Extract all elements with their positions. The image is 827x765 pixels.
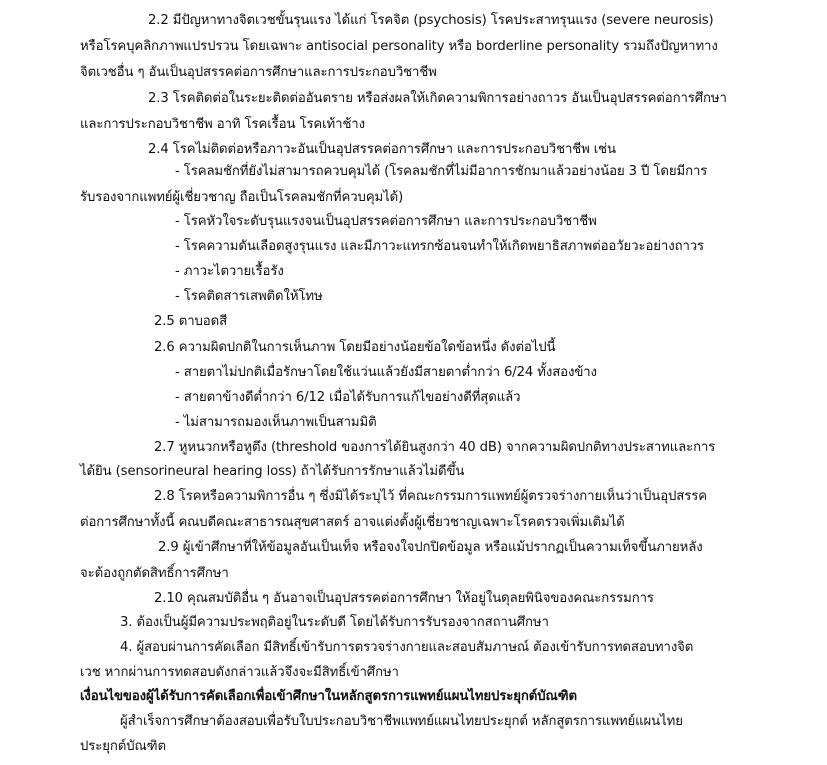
item-2-9-line-2: จะต้องถูกตัดสิทธิ์การศึกษา [80,566,229,581]
item-2-3-line-1: 2.3 โรคติดต่อในระยะติดต่ออันตราย หรือส่งผลให้เกิดความพิการอย่างถาวร อันเป็นอุปสรรคต่อการศึกษา [148,91,727,106]
item-2-2-line-1: 2.2 มีปัญหาทางจิตเวชขั้นรุนแรง ได้แก่ โรคจิต (psychosis) โรคประสาทรุนแรง (severe neurosis) [148,13,714,28]
conditions-paragraph-line-1: ผู้สำเร็จการศึกษาต้องสอบเพื่อรับใบประกอบวิชาชีพแพทย์แผนไทยประยุกต์ หลักสูตรการแพทย์แผนไทย [120,714,683,729]
item-2-8-line-2: ต่อการศึกษาทั้งนี้ คณบดีคณะสาธารณสุขศาสตร์ อาจแต่งตั้งผู้เชี่ยวชาญเฉพาะโรคตรวจเพิ่มเติมได้ [80,515,625,530]
section-heading-conditions: เงื่อนไขของผู้ได้รับการคัดเลือกเพื่อเข้าศึกษาในหลักสูตรการแพทย์แผนไทยประยุกต์บัณฑิต [80,689,577,704]
item-2-9-line-1: 2.9 ผู้เข้าศึกษาที่ให้ข้อมูลอันเป็นเท็จ หรือจงใจปกปิดข้อมูล หรือแม้ปรากฏเป็นความเท็จขึ้นภายหลัง [158,540,703,555]
item-2-5: 2.5 ตาบอดสี [154,314,228,329]
item-2-7-line-1: 2.7 หูหนวกหรือหูตึง (threshold ของการได้ยินสูงกว่า 40 dB) จากความผิดปกติทางประสาทและการ [154,440,716,455]
conditions-paragraph-line-2: ประยุกต์บัณฑิต [80,739,166,754]
item-2-10: 2.10 คุณสมบัติอื่น ๆ อันอาจเป็นอุปสรรคต่อการศึกษา ให้อยู่ในดุลยพินิจของคณะกรรมการ [154,591,654,606]
item-2-2-line-3: จิตเวชอื่น ๆ อันเป็นอุปสรรคต่อการศึกษาและการประกอบวิชาชีพ [80,65,437,80]
item-2-6-heading: 2.6 ความผิดปกติในการเห็นภาพ โดยมีอย่างน้อยข้อใดข้อหนึ่ง ดังต่อไปนี้ [154,340,556,355]
bullet-vision-6-12: - สายตาข้างดีต่ำกว่า 6/12 เมื่อได้รับการแก้ไขอย่างดีที่สุดแล้ว [175,390,521,405]
bullet-vision-6-24: - สายตาไม่ปกติเมื่อรักษาโดยใช้แว่นแล้วยังมีสายตาต่ำกว่า 6/24 ทั้งสองข้าง [175,365,597,380]
bullet-heart-disease: - โรคหัวใจระดับรุนแรงจนเป็นอุปสรรคต่อการศึกษา และการประกอบวิชาชีพ [175,214,597,229]
item-2-2-line-2: หรือโรคบุคลิกภาพแปรปรวน โดยเฉพาะ antisocial personality หรือ borderline personality รวมถึงปัญหาทาง [80,39,718,54]
item-2-4-heading: 2.4 โรคไม่ติดต่อหรือภาวะอันเป็นอุปสรรคต่อการศึกษา และการประกอบวิชาชีพ เช่น [148,142,616,157]
item-4-line-2: เวช หากผ่านการทดสอบดังกล่าวแล้วจึงจะมีสิทธิ์เข้าศึกษา [80,665,399,680]
item-2-8-line-1: 2.8 โรคหรือความพิการอื่น ๆ ซึ่งมิได้ระบุไว้ ที่คณะกรรมการแพทย์ผู้ตรวจร่างกายเห็นว่าเป็นอุปสรรค [154,489,707,504]
item-3: 3. ต้องเป็นผู้มีความประพฤติอยู่ในระดับดี โดยได้รับการรับรองจากสถานศึกษา [120,615,549,630]
bullet-addiction: - โรคติดสารเสพติดให้โทษ [175,289,323,304]
bullet-hypertension: - โรคความดันเลือดสูงรุนแรง และมีภาวะแทรกซ้อนจนทำให้เกิดพยาธิสภาพต่ออวัยวะอย่างถาวร [175,239,705,254]
bullet-kidney-failure: - ภาวะไตวายเรื้อรัง [175,264,284,279]
bullet-epilepsy-line-2: รับรองจากแพทย์ผู้เชี่ยวชาญ ถือเป็นโรคลมชักที่ควบคุมได้) [80,190,404,205]
bullet-epilepsy-line-1: - โรคลมชักที่ยังไม่สามารถควบคุมได้ (โรคลมชักที่ไม่มีอาการชักมาแล้วอย่างน้อย 3 ปี โดยมีการ [175,164,708,179]
item-2-7-line-2: ได้ยิน (sensorineural hearing loss) ถ้าได้รับการรักษาแล้วไม่ดีขึ้น [80,464,465,479]
bullet-no-3d-vision: - ไม่สามารถมองเห็นภาพเป็นสามมิติ [175,415,377,430]
item-2-3-line-2: และการประกอบวิชาชีพ อาทิ โรคเรื้อน โรคเท้าช้าง [80,117,365,132]
item-4-line-1: 4. ผู้สอบผ่านการคัดเลือก มีสิทธิ์เข้ารับการตรวจร่างกายและสอบสัมภาษณ์ ต้องเข้ารับการทดสอบทางจิต [120,640,694,655]
